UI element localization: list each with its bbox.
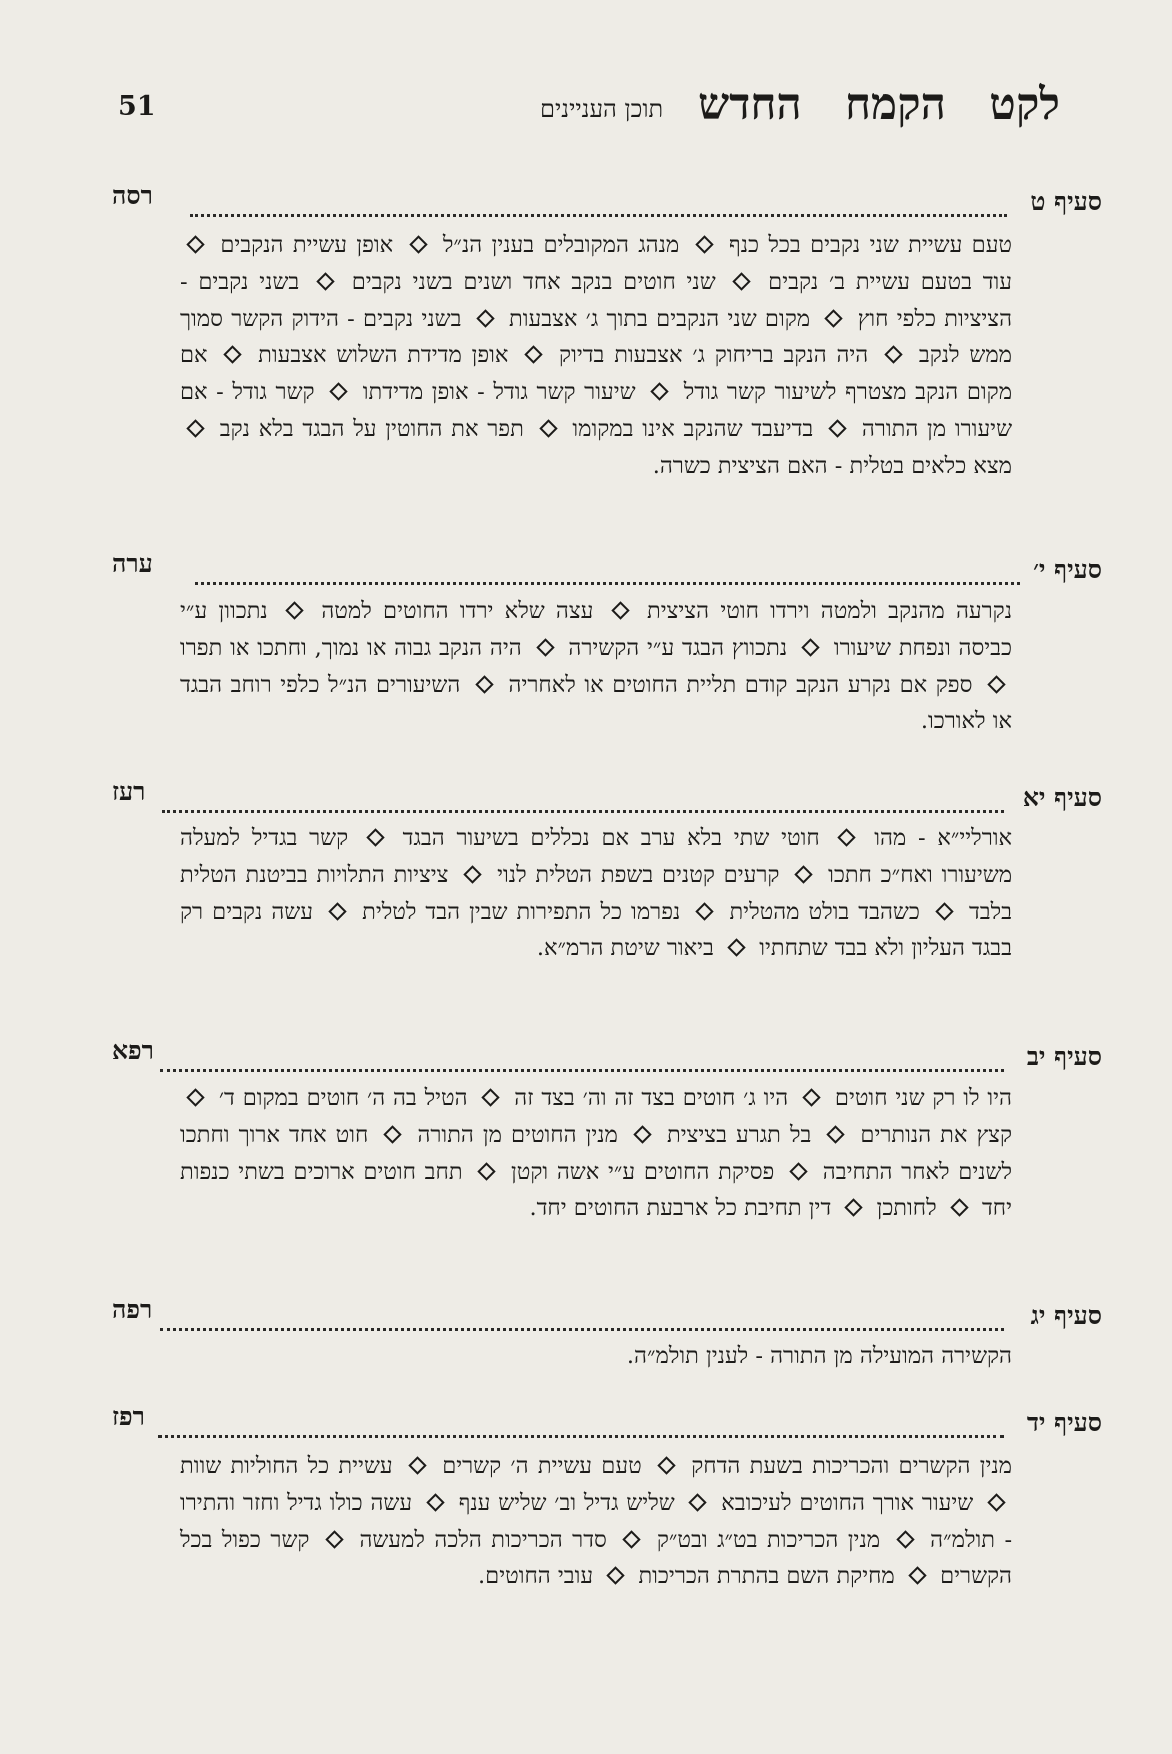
diamond-separator-icon bbox=[475, 675, 493, 693]
section-page-ref: רסה bbox=[112, 181, 153, 210]
section-page-ref: רפא bbox=[112, 1036, 154, 1065]
diamond-separator-icon bbox=[650, 382, 668, 400]
topic-item: שיעור אורך החוטים לעיכובא bbox=[721, 1489, 974, 1516]
topic-item: כשהבד בולט מהטלית bbox=[729, 898, 920, 925]
topic-item: חוט אחד ארוך וחתכו לשנים לאחר התחיבה bbox=[180, 1121, 1012, 1185]
diamond-separator-icon bbox=[186, 235, 204, 253]
topic-item: קרעים קטנים בשפת הטלית לנוי bbox=[497, 861, 780, 888]
topic-item: הקשירה המועילה מן התורה - לענין תולמ״ה. bbox=[626, 1343, 1012, 1369]
section-heading bbox=[0, 181, 1172, 229]
diamond-separator-icon bbox=[801, 638, 819, 656]
topic-item: מנין הקשרים והכריכות בשעת הדחק bbox=[691, 1453, 1013, 1479]
topic-item: חוטי שתי בלא ערב אם נכללים בשיעור הבגד bbox=[402, 825, 820, 851]
section-heading bbox=[0, 777, 1172, 825]
topic-item: אופן עשיית הנקבים bbox=[220, 232, 394, 258]
section-topics bbox=[180, 1080, 1012, 1227]
topic-item: מנין הכריכות בט״ג ובט״ק bbox=[656, 1526, 881, 1553]
topic-item: בשני נקבים - הציציות כלפי חוץ bbox=[180, 268, 1013, 332]
topic-item: היו לו רק שני חוטים bbox=[834, 1085, 1012, 1111]
diamond-separator-icon bbox=[623, 1530, 641, 1548]
diamond-separator-icon bbox=[329, 382, 347, 400]
diamond-separator-icon bbox=[657, 1456, 675, 1474]
page-number: 51 bbox=[118, 91, 156, 122]
diamond-separator-icon bbox=[838, 828, 856, 846]
topic-item: דין תחיבת כל ארבעת החוטים יחד. bbox=[529, 1195, 832, 1222]
diamond-separator-icon bbox=[478, 1162, 496, 1180]
topic-item: מקום שני הנקבים בתוך ג׳ אצבעות bbox=[509, 305, 811, 332]
section-page-ref: רפה bbox=[112, 1295, 153, 1324]
topic-item: עצה שלא ירדו החוטים למטה bbox=[321, 598, 594, 624]
section-label: סעיף יב bbox=[1026, 1042, 1102, 1071]
diamond-separator-icon bbox=[476, 309, 494, 327]
topic-item: סדר הכריכות הלכה למעשה bbox=[359, 1526, 607, 1553]
section-label: סעיף יד bbox=[1026, 1408, 1102, 1437]
toc-section-12 bbox=[0, 1036, 1172, 1222]
diamond-separator-icon bbox=[426, 1493, 444, 1511]
diamond-separator-icon bbox=[908, 1567, 926, 1585]
topic-item: קשר בגדיל למעלה משיעורו ואח״כ חתכו bbox=[180, 825, 1013, 888]
toc-section-11 bbox=[0, 777, 1172, 962]
diamond-separator-icon bbox=[325, 1530, 343, 1548]
section-page-ref: רפז bbox=[112, 1402, 145, 1431]
section-label: סעיף יג bbox=[1030, 1301, 1102, 1330]
topic-item: שיעור קשר גודל - אופן מדידתו bbox=[362, 379, 636, 406]
topic-item: מנין החוטים מן התורה bbox=[417, 1121, 618, 1148]
topic-item: קצץ את הנותרים bbox=[860, 1121, 1012, 1148]
topic-item: מנהג המקובלים בענין הנ״ל bbox=[442, 232, 680, 258]
diamond-separator-icon bbox=[316, 272, 334, 290]
diamond-separator-icon bbox=[464, 865, 482, 883]
diamond-separator-icon bbox=[408, 1456, 426, 1474]
diamond-separator-icon bbox=[384, 1125, 402, 1143]
diamond-separator-icon bbox=[224, 346, 242, 364]
diamond-separator-icon bbox=[733, 272, 751, 290]
topic-item: עוד בטעם עשיית ב׳ נקבים bbox=[768, 268, 1013, 295]
topic-item: תפר את החוטין על הבגד בלא נקב bbox=[219, 415, 524, 442]
topic-item: היה הנקב בריחוק ג׳ אצבעות בדיוק bbox=[559, 342, 869, 369]
topic-item: שני חוטים בנקב אחד ושנים בשני נקבים bbox=[351, 268, 716, 295]
section-page-ref: ערה bbox=[112, 549, 153, 578]
topic-item: תחב חוטים ארוכים בשתי כנפות יחד bbox=[180, 1158, 1012, 1222]
diamond-separator-icon bbox=[802, 1088, 820, 1106]
toc-section-10 bbox=[0, 549, 1172, 735]
diamond-separator-icon bbox=[827, 1125, 845, 1143]
dot-leader bbox=[195, 570, 1020, 585]
diamond-separator-icon bbox=[611, 601, 629, 619]
dot-leader bbox=[160, 1316, 1004, 1331]
topic-item: פסיקת החוטים ע״י אשה וקטן bbox=[511, 1158, 775, 1185]
diamond-separator-icon bbox=[607, 1567, 625, 1585]
diamond-separator-icon bbox=[633, 1125, 651, 1143]
topic-item: נתכוון ע״י כביסה ונפחת שיעורו bbox=[180, 598, 1013, 661]
diamond-separator-icon bbox=[539, 419, 557, 437]
diamond-separator-icon bbox=[795, 865, 813, 883]
diamond-separator-icon bbox=[789, 1162, 807, 1180]
topic-item: עובי החוטים. bbox=[478, 1563, 594, 1590]
section-page-ref: רעז bbox=[112, 777, 146, 806]
dot-leader bbox=[162, 798, 1004, 813]
toc-section-9 bbox=[0, 181, 1172, 479]
diamond-separator-icon bbox=[845, 1199, 863, 1217]
running-header-section: תוכן העניינים bbox=[540, 95, 664, 123]
section-label: סעיף י׳ bbox=[1033, 555, 1102, 584]
topic-item: טעם עשיית ה׳ קשרים bbox=[442, 1453, 642, 1479]
diamond-separator-icon bbox=[482, 1088, 500, 1106]
diamond-separator-icon bbox=[409, 235, 427, 253]
topic-item: אם מקום הנקב מצטרף לשיעור קשר גודל bbox=[180, 342, 1013, 406]
section-topics bbox=[180, 1448, 1012, 1595]
diamond-separator-icon bbox=[950, 1199, 968, 1217]
diamond-separator-icon bbox=[884, 346, 902, 364]
diamond-separator-icon bbox=[695, 235, 713, 253]
topic-item: בשני נקבים - הידוק הקשר סמוך ממש לנקב bbox=[180, 305, 1012, 369]
section-topics bbox=[180, 593, 1012, 740]
topic-item: בל תגרע בציצית bbox=[666, 1121, 812, 1148]
diamond-separator-icon bbox=[935, 902, 953, 920]
topic-item: מצא כלאים בטלית - האם הציצית כשרה. bbox=[652, 452, 1012, 479]
section-label: סעיף יא bbox=[1022, 783, 1102, 812]
topic-item: השיעורים הנ״ל כלפי רוחב הבגד או לאורכו. bbox=[180, 671, 1012, 735]
topic-item: הטיל בה ה׳ חוטים במקום ד׳ bbox=[218, 1085, 468, 1111]
diamond-separator-icon bbox=[186, 1088, 204, 1106]
topic-item: לחותכן bbox=[876, 1195, 937, 1222]
section-heading bbox=[0, 1036, 1172, 1084]
diamond-separator-icon bbox=[825, 309, 843, 327]
book-title: לקט הקמח החדש bbox=[698, 79, 1060, 130]
diamond-separator-icon bbox=[285, 601, 303, 619]
diamond-separator-icon bbox=[366, 828, 384, 846]
topic-item: עשה נקבים רק בבגד העליון ולא בבד שתחתיו bbox=[180, 898, 1012, 962]
diamond-separator-icon bbox=[987, 1493, 1005, 1511]
topic-item: נקרעה מהנקב ולמטה וירדו חוטי הציצית bbox=[647, 598, 1013, 624]
topic-item: טעם עשיית שני נקבים בכל כנף bbox=[729, 232, 1013, 258]
topic-item: קשר כפול בכל הקשרים bbox=[180, 1526, 1012, 1590]
topic-item: היה הנקב גבוה או נמוך, וחתכו או תפרו bbox=[180, 634, 522, 661]
diamond-separator-icon bbox=[727, 939, 745, 957]
topic-item: ספק אם נקרע הנקב קודם תליית החוטים או לאחריה bbox=[508, 671, 973, 698]
diamond-separator-icon bbox=[828, 419, 846, 437]
dot-leader bbox=[158, 1423, 1004, 1438]
diamond-separator-icon bbox=[328, 902, 346, 920]
toc-section-14 bbox=[0, 1402, 1172, 1590]
topic-item: בדיעבד שהנקב אינו במקומו bbox=[572, 415, 814, 442]
section-topics bbox=[180, 1338, 1012, 1375]
section-heading bbox=[0, 549, 1172, 597]
topic-item: נפרמו כל התפירות שבין הבד לטלית bbox=[362, 898, 681, 925]
topic-item: מחיקת השם בהתרת הכריכות bbox=[638, 1563, 895, 1590]
page-header bbox=[0, 79, 1172, 145]
diamond-separator-icon bbox=[536, 638, 554, 656]
topic-item: עשה כולו גדיל וחזר והתירו - תולמ״ה bbox=[180, 1489, 1013, 1553]
diamond-separator-icon bbox=[186, 419, 204, 437]
topic-item: שליש גדיל וב׳ שליש ענף bbox=[458, 1489, 675, 1516]
section-topics bbox=[180, 227, 1012, 485]
diamond-separator-icon bbox=[689, 1493, 707, 1511]
section-label: סעיף ט bbox=[1030, 187, 1102, 216]
toc-section-13 bbox=[0, 1295, 1172, 1369]
dot-leader bbox=[190, 202, 1007, 217]
topic-item: עשיית כל החוליות שוות bbox=[180, 1453, 393, 1479]
section-heading bbox=[0, 1295, 1172, 1343]
section-heading bbox=[0, 1402, 1172, 1450]
diamond-separator-icon bbox=[987, 675, 1005, 693]
topic-item: ביאור שיטת הרמ״א. bbox=[536, 935, 714, 962]
diamond-separator-icon bbox=[525, 346, 543, 364]
topic-item: קשר גודל - אם שיעורו מן התורה bbox=[180, 379, 1013, 442]
diamond-separator-icon bbox=[896, 1530, 914, 1548]
topic-item: נתכווץ הבגד ע״י הקשירה bbox=[568, 634, 788, 661]
dot-leader bbox=[160, 1057, 1004, 1072]
topic-item: אורליי״א - מהו bbox=[874, 825, 1013, 851]
topic-item: אופן מדידת השלוש אצבעות bbox=[258, 342, 509, 369]
topic-item: היו ג׳ חוטים בצד זה וה׳ בצד זה bbox=[514, 1085, 789, 1111]
topic-item: ציציות התלויות בביטנת הטלית בלבד bbox=[180, 861, 1013, 925]
diamond-separator-icon bbox=[696, 902, 714, 920]
section-topics bbox=[180, 820, 1012, 967]
